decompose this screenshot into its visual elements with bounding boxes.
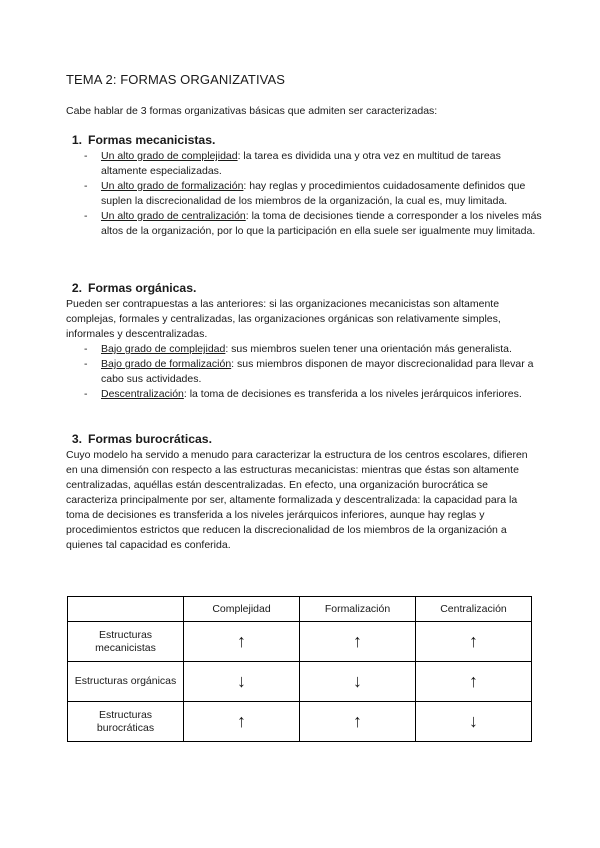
arrow-icon: ↑ xyxy=(184,622,300,662)
row-label: Estructuras mecanicistas xyxy=(68,622,184,662)
table-header-cell: Centralización xyxy=(416,597,532,622)
bullet-list xyxy=(66,149,542,239)
section-paragraph: Pueden ser contrapuestas a las anteriores: si las organizaciones mecanicistas son altamente complejas, formales y centralizadas, las organizaciones orgánicas son relativamente simples, informales y descentralizadas. xyxy=(66,298,501,340)
row-label: Estructuras orgánicas xyxy=(68,662,184,702)
comparison-table xyxy=(67,596,532,742)
list-item: - Un alto grado de centralización: la toma de decisiones tiende a corresponder a los niveles más altos de la organización, por lo que la participación en ella suele ser igualmente muy limitada. xyxy=(84,210,542,237)
page-title: TEMA 2: FORMAS ORGANIZATIVAS xyxy=(66,72,286,87)
section-mecanicistas xyxy=(66,133,542,239)
table-header-row xyxy=(68,597,532,622)
arrow-icon: ↓ xyxy=(184,662,300,702)
arrow-icon: ↑ xyxy=(416,662,532,702)
section-paragraph: Cuyo modelo ha servido a menudo para caracterizar la estructura de los centros escolares, difieren en una dimensión con respecto a las estructuras mecanicistas: mientras que éstas son altamente centralizadas, aquéllas están descentralizadas. En efecto, una organización burocrática se caracteriza principalmente por ser, altamente formalizada y descentralizada: la capacidad para la toma de decisiones es transferida a los niveles jerárquicos inferiores, aunque hay reglas y procedimientos estrictos que reducen la discrecionalidad de los miembros de la organización a quienes tal capacidad es conferida. xyxy=(66,449,528,551)
arrow-icon: ↑ xyxy=(184,702,300,742)
section-organicas xyxy=(66,281,542,402)
table-header-cell: Complejidad xyxy=(184,597,300,622)
arrow-icon: ↑ xyxy=(416,622,532,662)
row-label: Estructuras burocráticas xyxy=(68,702,184,742)
table-header-cell: Formalización xyxy=(300,597,416,622)
section-heading: 1. Formas mecanicistas. xyxy=(71,133,216,147)
arrow-icon: ↓ xyxy=(416,702,532,742)
list-item: - Bajo grado de formalización: sus miembros disponen de mayor discrecionalidad para llevar a cabo sus actividades. xyxy=(84,358,534,385)
table-row xyxy=(68,622,532,662)
table-header-cell xyxy=(68,597,184,622)
arrow-icon: ↓ xyxy=(300,662,416,702)
list-item: - Bajo grado de complejidad: sus miembros suelen tener una orientación más generalista. xyxy=(84,343,512,355)
list-item: - Un alto grado de complejidad: la tarea es dividida una y otra vez en multitud de tareas altamente especializadas. xyxy=(84,150,501,177)
list-item: - Descentralización: la toma de decisiones es transferida a los niveles jerárquicos inferiores. xyxy=(84,388,522,400)
arrow-icon: ↑ xyxy=(300,622,416,662)
arrow-icon: ↑ xyxy=(300,702,416,742)
table-row xyxy=(68,662,532,702)
section-heading: 2. Formas orgánicas. xyxy=(71,281,197,295)
table-row xyxy=(68,702,532,742)
intro-text: Cabe hablar de 3 formas organizativas básicas que admiten ser caracterizadas: xyxy=(66,105,438,117)
section-burocraticas xyxy=(66,432,542,553)
list-item: - Un alto grado de formalización: hay reglas y procedimientos cuidadosamente definidos que suplen la discrecionalidad de los miembros de la organización, la cual es, muy limitada. xyxy=(84,180,526,207)
section-heading: 3. Formas burocráticas. xyxy=(71,432,212,446)
bullet-list xyxy=(66,342,542,402)
